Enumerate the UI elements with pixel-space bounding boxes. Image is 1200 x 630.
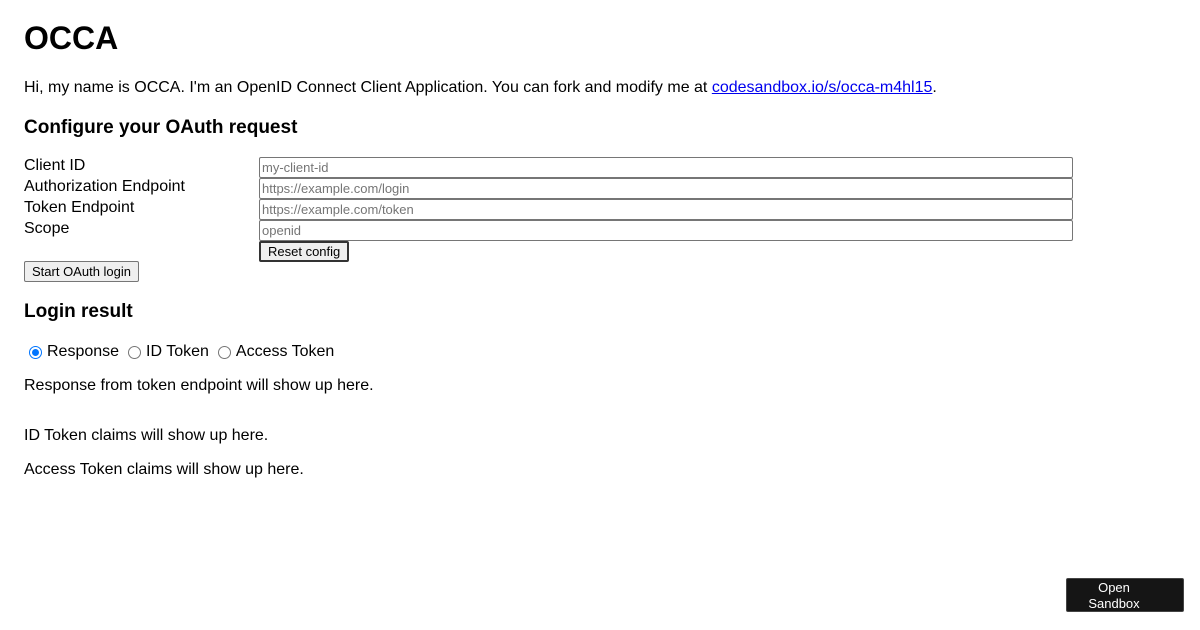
authorization-endpoint-input[interactable] [259, 178, 1073, 199]
client-id-input[interactable] [259, 157, 1073, 178]
start-oauth-login-button[interactable]: Start OAuth login [24, 261, 139, 282]
token-endpoint-label: Token Endpoint [24, 199, 135, 216]
reset-config-button[interactable]: Reset config [259, 241, 349, 262]
codesandbox-link[interactable]: codesandbox.io/s/occa-m4hl15 [711, 79, 933, 96]
intro-suffix: . [932, 79, 937, 96]
id-token-radio[interactable] [128, 346, 141, 359]
config-heading: Configure your OAuth request [24, 117, 298, 138]
response-output: Response from token endpoint will show up here. [24, 377, 374, 394]
response-radio[interactable] [29, 346, 42, 359]
id-token-claims-output: ID Token claims will show up here. [24, 427, 269, 444]
access-token-claims-output: Access Token claims will show up here. [24, 461, 304, 478]
result-view-selector [24, 343, 338, 361]
open-sandbox-label: Open Sandbox [1088, 580, 1140, 611]
login-result-heading: Login result [24, 301, 133, 322]
intro-text [24, 79, 937, 97]
access-token-radio[interactable] [218, 346, 231, 359]
scope-label: Scope [24, 220, 70, 237]
authorization-endpoint-label: Authorization Endpoint [24, 178, 185, 195]
response-radio-label[interactable]: Response [47, 343, 120, 360]
open-sandbox-button[interactable] [1066, 578, 1184, 612]
intro-prefix: Hi, my name is OCCA. I'm an OpenID Connect Client Application. You can fork and modify me at [24, 79, 712, 96]
id-token-radio-label[interactable]: ID Token [146, 343, 209, 360]
page-title: OCCA [24, 20, 119, 56]
scope-input[interactable] [259, 220, 1073, 241]
token-endpoint-input[interactable] [259, 199, 1073, 220]
client-id-label: Client ID [24, 157, 86, 174]
access-token-radio-label[interactable]: Access Token [235, 343, 335, 360]
